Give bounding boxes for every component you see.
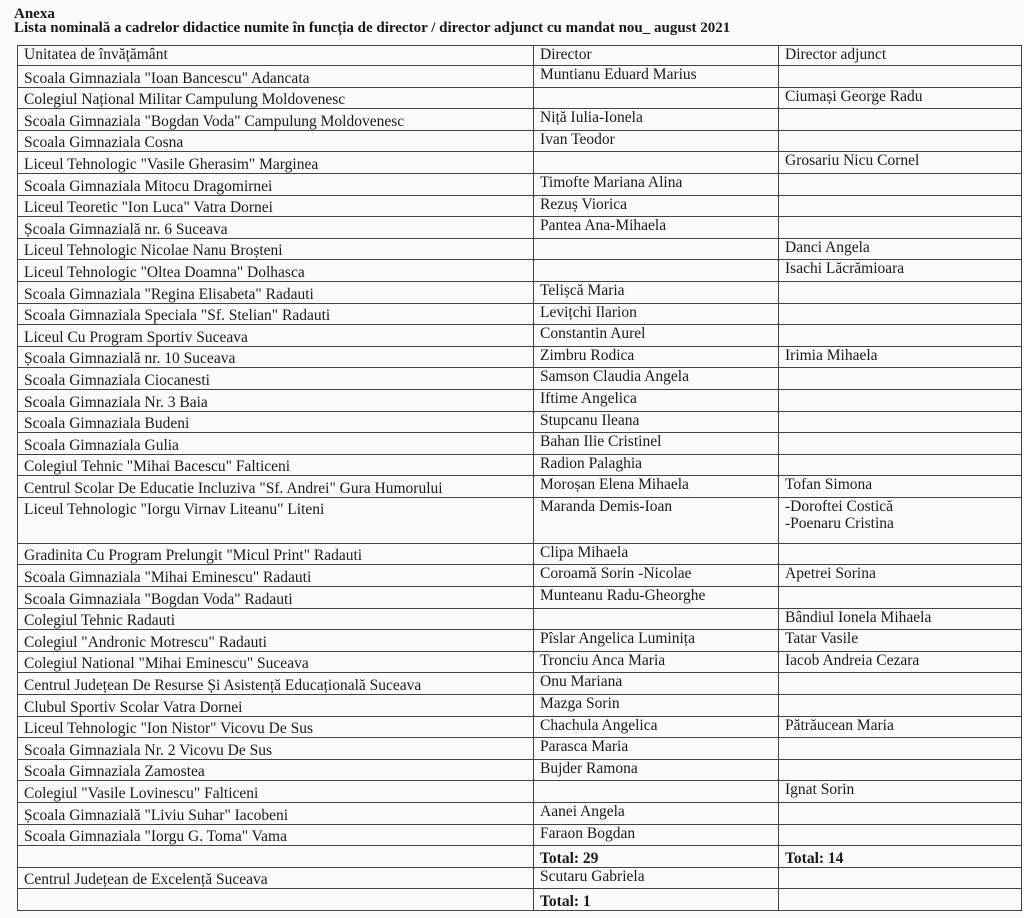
unit-cell: Colegiul Tehnic "Mihai Bacescu" Falticeni: [18, 454, 534, 476]
unit-cell: Scoala Gimnaziala Nr. 2 Vicovu De Sus: [18, 738, 534, 760]
director-cell: Onu Mariana: [534, 673, 779, 695]
deputy-cell: [779, 325, 1022, 347]
deputy-cell: Ciumași George Radu: [779, 87, 1022, 109]
table-row: [18, 281, 1022, 303]
unit-cell: Colegiul Tehnic Radauti: [18, 608, 534, 630]
deputy-cell: [779, 217, 1022, 239]
deputy-cell: [779, 109, 1022, 131]
deputy-cell: Tatar Vasile: [779, 630, 1022, 652]
table-row: [18, 673, 1022, 695]
deputy-cell: [779, 411, 1022, 433]
director-cell: Faraon Bogdan: [534, 824, 779, 846]
table-row: [18, 803, 1022, 825]
document-subtitle: Lista nominală a cadrelor didactice numite în funcția de director / director adjunct cu mandat nou_ august 2021: [14, 20, 731, 36]
unit-cell: Școala Gimnazială nr. 10 Suceava: [18, 346, 534, 368]
deputy-cell: Iacob Andreia Cezara: [779, 651, 1022, 673]
table-row: [18, 716, 1022, 738]
deputy-total: Total: 14: [779, 846, 1022, 868]
deputy-cell: Apetrei Sorina: [779, 565, 1022, 587]
unit-cell: Scoala Gimnaziala "Iorgu G. Toma" Vama: [18, 824, 534, 846]
table-row: [18, 476, 1022, 498]
empty-cell: [779, 889, 1022, 911]
table-row: [18, 217, 1022, 239]
deputy-cell: Pătrăucean Maria: [779, 716, 1022, 738]
unit-cell: Colegiul "Vasile Lovinescu" Falticeni: [18, 781, 534, 803]
unit-cell: Scoala Gimnaziala "Regina Elisabeta" Radauti: [18, 281, 534, 303]
table-row: [18, 303, 1022, 325]
director-cell: Niță Iulia-Ionela: [534, 109, 779, 131]
director-cell: Pantea Ana-Mihaela: [534, 217, 779, 239]
unit-cell: Liceul Tehnologic "Vasile Gherasim" Marginea: [18, 152, 534, 174]
table-row: [18, 346, 1022, 368]
director-cell: [534, 87, 779, 109]
deputy-cell: [779, 587, 1022, 609]
director-cell: [534, 608, 779, 630]
deputy-cell: [779, 497, 1022, 543]
header-deputy: Director adjunct: [779, 46, 1022, 66]
director-cell: Maranda Demis-Ioan: [534, 497, 779, 543]
deputy-cell: [779, 303, 1022, 325]
unit-cell: Scoala Gimnaziala Mitocu Dragomirnei: [18, 173, 534, 195]
director-cell: Iftime Angelica: [534, 389, 779, 411]
table-row: [18, 454, 1022, 476]
director-cell: Samson Claudia Angela: [534, 368, 779, 390]
appointments-table: [17, 45, 1022, 911]
director-cell: [534, 152, 779, 174]
director-cell: Bahan Ilie Cristinel: [534, 433, 779, 455]
director-cell: Bujder Ramona: [534, 759, 779, 781]
director-cell: Stupcanu Ileana: [534, 411, 779, 433]
deputy-cell: [779, 433, 1022, 455]
deputy-cell: [779, 867, 1022, 889]
deputy-cell: [779, 368, 1022, 390]
unit-cell: Colegiul National "Mihai Eminescu" Suceava: [18, 651, 534, 673]
director-cell: Zimbru Rodica: [534, 346, 779, 368]
unit-cell: Scoala Gimnaziala Gulia: [18, 433, 534, 455]
unit-cell: Clubul Sportiv Scolar Vatra Dornei: [18, 695, 534, 717]
director-total: Total: 1: [534, 889, 779, 911]
table-row: [18, 867, 1022, 889]
unit-cell: Scoala Gimnaziala "Bogdan Voda" Radauti: [18, 587, 534, 609]
table-row: [18, 497, 1022, 543]
deputy-cell: Isachi Lăcrămioara: [779, 260, 1022, 282]
empty-cell: [18, 889, 534, 911]
unit-cell: Liceul Tehnologic "Iorgu Virnav Liteanu" Liteni: [18, 497, 534, 543]
director-cell: Scutaru Gabriela: [534, 867, 779, 889]
header-unit: Unitatea de învățământ: [18, 46, 534, 66]
director-cell: Ivan Teodor: [534, 130, 779, 152]
header-director: Director: [534, 46, 779, 66]
deputy-cell: [779, 281, 1022, 303]
table-row: [18, 587, 1022, 609]
deputy-name: -Poenaru Cristina: [785, 514, 894, 532]
director-cell: Mazga Sorin: [534, 695, 779, 717]
director-cell: [534, 238, 779, 260]
deputy-cell: Bândiul Ionela Mihaela: [779, 608, 1022, 630]
deputy-cell: Irimia Mihaela: [779, 346, 1022, 368]
table-row: [18, 781, 1022, 803]
unit-cell: Scoala Gimnaziala Speciala "Sf. Stelian" Radauti: [18, 303, 534, 325]
deputy-cell: [779, 824, 1022, 846]
deputy-cell: [779, 695, 1022, 717]
table-header-row: [18, 46, 1022, 66]
director-cell: Coroamă Sorin -Nicolae: [534, 565, 779, 587]
unit-cell: Școala Gimnazială nr. 6 Suceava: [18, 217, 534, 239]
unit-cell: Liceul Tehnologic "Oltea Doamna" Dolhasca: [18, 260, 534, 282]
director-cell: Radion Palaghia: [534, 454, 779, 476]
deputy-cell: [779, 454, 1022, 476]
table-row: [18, 738, 1022, 760]
director-cell: Clipa Mihaela: [534, 543, 779, 565]
deputy-cell: [779, 130, 1022, 152]
unit-cell: Centrul Scolar De Educatie Incluziva "Sf. Andrei" Gura Humorului: [18, 476, 534, 498]
table-row: [18, 389, 1022, 411]
deputy-cell: [779, 543, 1022, 565]
table-row: [18, 109, 1022, 131]
unit-cell: Scoala Gimnaziala Nr. 3 Baia: [18, 389, 534, 411]
unit-cell: Scoala Gimnaziala "Ioan Bancescu" Adancata: [18, 66, 534, 88]
table-row: [18, 152, 1022, 174]
deputy-cell: [779, 803, 1022, 825]
deputy-cell: Ignat Sorin: [779, 781, 1022, 803]
deputy-cell: [779, 66, 1022, 88]
director-cell: Tronciu Anca Maria: [534, 651, 779, 673]
director-cell: Munteanu Radu-Gheorghe: [534, 587, 779, 609]
table-row: [18, 195, 1022, 217]
deputy-name: -Doroftei Costică: [785, 497, 894, 515]
table-row: [18, 368, 1022, 390]
director-cell: Moroșan Elena Mihaela: [534, 476, 779, 498]
unit-cell: Gradinita Cu Program Prelungit "Micul Print" Radauti: [18, 543, 534, 565]
deputy-cell: [779, 389, 1022, 411]
table-row: [18, 87, 1022, 109]
unit-cell: Liceul Tehnologic Nicolae Nanu Broșteni: [18, 238, 534, 260]
unit-cell: Scoala Gimnaziala "Bogdan Voda" Campulung Moldovenesc: [18, 109, 534, 131]
director-cell: Constantin Aurel: [534, 325, 779, 347]
table-row: [18, 411, 1022, 433]
deputy-cell: [779, 173, 1022, 195]
director-cell: Chachula Angelica: [534, 716, 779, 738]
unit-cell: Scoala Gimnaziala Budeni: [18, 411, 534, 433]
table-row: [18, 433, 1022, 455]
table-row: [18, 130, 1022, 152]
table-row: [18, 238, 1022, 260]
director-cell: Telișcă Maria: [534, 281, 779, 303]
unit-cell: Scoala Gimnaziala Zamostea: [18, 759, 534, 781]
table-row: [18, 260, 1022, 282]
annex-title: Anexa: [14, 6, 55, 22]
table-row: [18, 173, 1022, 195]
unit-cell: Școala Gimnazială "Liviu Suhar" Iacobeni: [18, 803, 534, 825]
deputy-cell: Danci Angela: [779, 238, 1022, 260]
deputy-cell: [779, 673, 1022, 695]
unit-cell: Centrul Județean de Excelență Suceava: [18, 867, 534, 889]
director-cell: [534, 260, 779, 282]
totals-row: [18, 889, 1022, 911]
deputy-cell: [779, 759, 1022, 781]
table-row: [18, 630, 1022, 652]
unit-cell: Liceul Cu Program Sportiv Suceava: [18, 325, 534, 347]
deputy-cell: [779, 195, 1022, 217]
unit-cell: Scoala Gimnaziala Cosna: [18, 130, 534, 152]
director-cell: Timofte Mariana Alina: [534, 173, 779, 195]
deputy-cell: [779, 738, 1022, 760]
director-cell: Muntianu Eduard Marius: [534, 66, 779, 88]
table-row: [18, 608, 1022, 630]
director-cell: Parasca Maria: [534, 738, 779, 760]
director-cell: Pîslar Angelica Luminița: [534, 630, 779, 652]
director-total: Total: 29: [534, 846, 779, 868]
table-row: [18, 66, 1022, 88]
deputy-cell: Grosariu Nicu Cornel: [779, 152, 1022, 174]
unit-cell: Colegiul "Andronic Motrescu" Radauti: [18, 630, 534, 652]
empty-cell: [18, 846, 534, 868]
totals-row: [18, 846, 1022, 868]
table-row: [18, 325, 1022, 347]
unit-cell: Liceul Teoretic "Ion Luca" Vatra Dornei: [18, 195, 534, 217]
unit-cell: Scoala Gimnaziala Ciocanesti: [18, 368, 534, 390]
unit-cell: Centrul Județean De Resurse Și Asistență Educațională Suceava: [18, 673, 534, 695]
director-cell: Aanei Angela: [534, 803, 779, 825]
deputy-cell: Tofan Simona: [779, 476, 1022, 498]
table-row: [18, 565, 1022, 587]
table-row: [18, 824, 1022, 846]
director-cell: [534, 781, 779, 803]
table-row: [18, 543, 1022, 565]
unit-cell: Colegiul Național Militar Campulung Moldovenesc: [18, 87, 534, 109]
unit-cell: Liceul Tehnologic "Ion Nistor" Vicovu De Sus: [18, 716, 534, 738]
director-cell: Rezuș Viorica: [534, 195, 779, 217]
table-row: [18, 651, 1022, 673]
director-cell: Levițchi Ilarion: [534, 303, 779, 325]
table-row: [18, 759, 1022, 781]
unit-cell: Scoala Gimnaziala "Mihai Eminescu" Radauti: [18, 565, 534, 587]
table-row: [18, 695, 1022, 717]
